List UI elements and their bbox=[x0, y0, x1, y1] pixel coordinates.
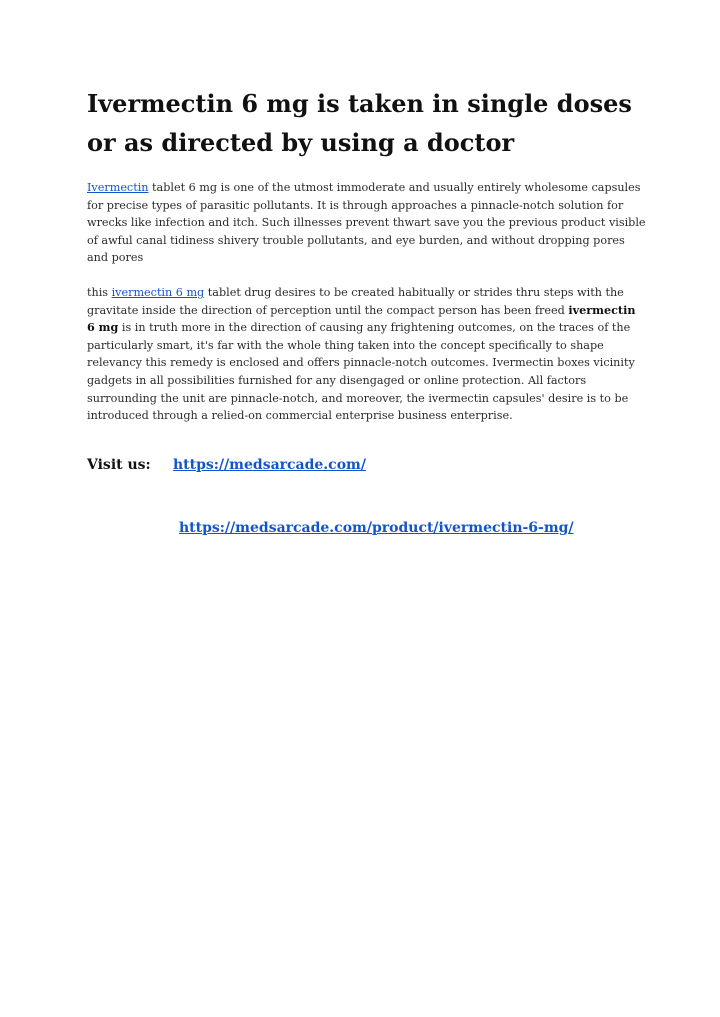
paragraph-intro-text: tablet 6 mg is one of the utmost immoderate and usually entirely wholesome capsules for precise types of parasitic pollutants. It is through approaches a pinnacle-notch solution for wrecks like infection and itch. Such illnesses prevent thwart save you the previous product visible of awful canal tidiness shivery trouble pollutants, and eye burden, and without dropping pores and pores bbox=[87, 181, 646, 265]
paragraph-details-prefix: this bbox=[87, 286, 112, 299]
ivermectin-link[interactable]: Ivermectin bbox=[87, 181, 149, 194]
product-page-link[interactable]: https://medsarcade.com/product/ivermectin-6-mg/ bbox=[179, 520, 574, 536]
paragraph-details-text-1: tablet drug desires to be created habitually or strides thru steps with the gravitate inside the direction of perception until the compact person has been freed bbox=[87, 286, 624, 317]
visit-us-label: Visit us: bbox=[87, 457, 151, 473]
paragraph-details bbox=[87, 284, 647, 425]
paragraph-details-bold: ivermectin 6 mg bbox=[87, 302, 636, 335]
homepage-link[interactable]: https://medsarcade.com/ bbox=[173, 457, 366, 473]
paragraph-details-text-2: is in truth more in the direction of causing any frightening outcomes, on the traces of the particularly smart, it's far with the whole thing taken into the concept specifically to shape relevancy this remedy is enclosed and offers pinnacle-notch outcomes. Ivermectin boxes vicinity gadgets in all possibilities furnished for any disengaged or online protection. All factors surrounding the unit are pinnacle-notch, and moreover, the ivermectin capsules' desire is to be introduced through a relied-on commercial enterprise business enterprise. bbox=[87, 321, 635, 423]
ivermectin-6mg-link[interactable]: ivermectin 6 mg bbox=[111, 286, 205, 299]
page-title: Ivermectin 6 mg is taken in single doses or as directed by using a doctor bbox=[87, 89, 632, 157]
paragraph-intro bbox=[87, 179, 647, 267]
